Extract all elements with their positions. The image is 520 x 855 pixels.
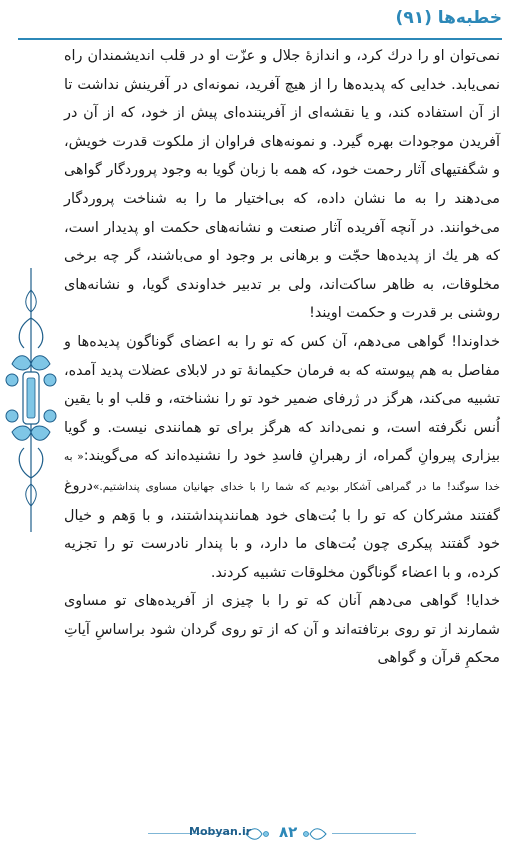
header-divider <box>18 38 502 40</box>
paragraph <box>64 328 500 587</box>
paragraph: نمی‌توان او را درك کرد، و اندازهٔ جلال و عزّت او در قلب اندیشمندان راه نمی‌یابد. خدایی كه پدیده‌ها را از هیچ آفرید، نمونه‌ای در آفرینش نداشت تا از آن استفاده كند، و یا نقشه‌ای از آفریننده‌ای پیش از خود، كه از آن در آفریدن موجودات بهره گیرد. و نمونه‌های فراوان از ملكوت قدرت خویش، و شگفتیهای آثار رحمت خود، كه همه با زبان گویا به وجود پروردگار گواهی می‌دهند را به ما نشان داده، كه بی‌اختیار ما را به شناخت پروردگار می‌خوانند. در آنچه آفریده آثار صنعت و نشانه‌های حكمت او پدیدار است، كه هر یك از پدیده‌ها حجّت و برهانی بر وجود او می‌باشند، گر چه برخی مخلوقات، به ظاهر ساكت‌اند، ولی بر تدبیر خداوندی گویا، و نشانه‌های روشنی بر قدرت و حكمت اویند! <box>64 48 500 322</box>
page-footer <box>0 823 520 845</box>
page-header <box>18 8 502 34</box>
arabesque-small-ornament-icon <box>302 825 328 843</box>
paragraph-text: خداوندا! گواهی می‌دهم، آن كس كه تو را به اعضای گوناگون پدیده‌ها و مفاصل به هم پیوسته كه به فرمان حكیمانهٔ تو در لابلای عضلات پدید آمده، تشبیه می‌كند، هرگز در ژرفای ضمیر خود تو را نشناخته، و قلب او با یقین اُنس نگرفته است، و نمی‌داند كه هرگز برای تو همانندی نیست. و گویا بیزاری پیروانِ گمراه، از رهبرانِ فاسدِ خود را نشنیده‌اند كه می‌گویند: <box>64 333 500 465</box>
page-title: خطبه‌ها (۹۱) <box>395 8 502 28</box>
paragraph: خدایا! گواهی می‌دهم آنان كه تو را با چیزی از آفریده‌های تو مساوی شمارند از تو روی برتافته‌اند و آن كه از تو روی گردان شود براساسِ آیاتِ محكمِ قرآن و گواهی <box>64 593 500 667</box>
body-text <box>64 42 500 673</box>
site-brand: Mobyan.ir <box>189 825 252 838</box>
arabesque-vertical-ornament-icon <box>4 268 58 532</box>
quote-text: « به خدا سوگند! ما در گمراهی آشكار بودیم كه شما را با خدای جهانیان مساوی پنداشتیم.» <box>64 451 500 493</box>
paragraph-text: دروغ گفتند مشركان كه تو را با بُت‌های خود همانندپنداشتند، و با وَهم و خیال خود گفتند پیكری چون بُت‌های ما دارد، و با پندار نادرست تو را تجزیه كرده، و با اعضاء گوناگون مخلوقات تشبیه كردند. <box>64 477 500 581</box>
page-number: ۸۲ <box>279 823 298 841</box>
footer-divider <box>332 833 416 834</box>
